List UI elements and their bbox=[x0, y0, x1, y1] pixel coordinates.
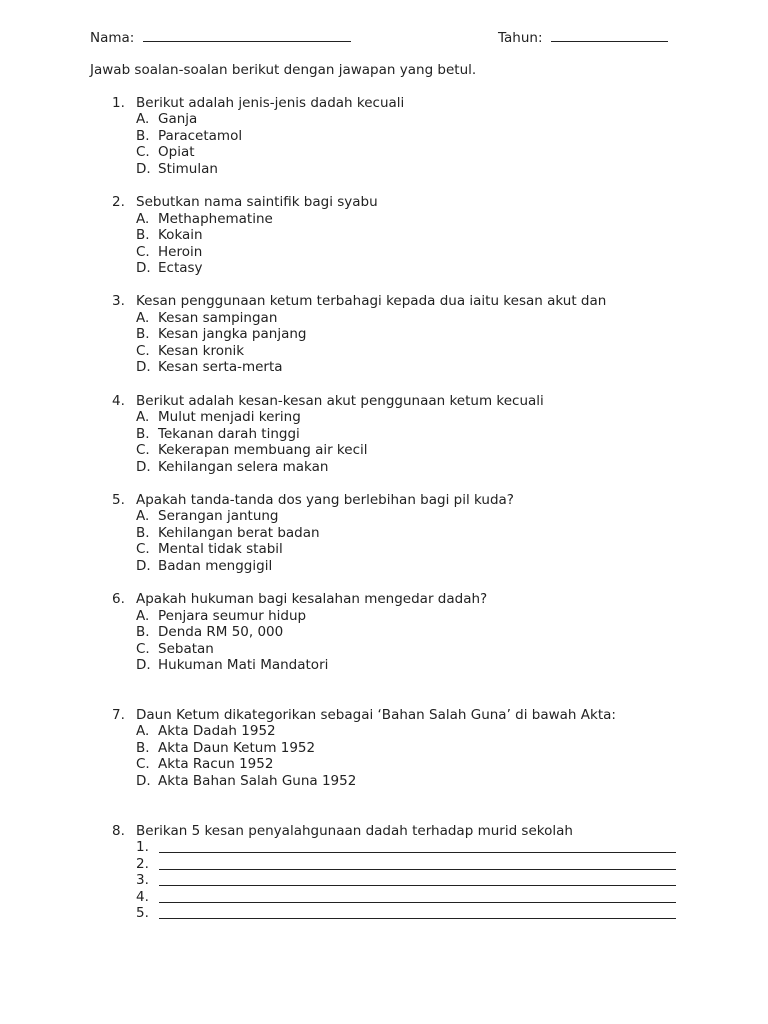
question-number: 3. bbox=[112, 293, 125, 309]
year-row bbox=[498, 29, 668, 46]
option-text: Penjara seumur hidup bbox=[158, 608, 307, 624]
question-text: Apakah hukuman bagi kesalahan mengedar dadah? bbox=[136, 591, 488, 607]
option-text: Kehilangan selera makan bbox=[158, 459, 329, 475]
name-label: Nama: bbox=[90, 30, 135, 46]
option-text: Kehilangan berat badan bbox=[158, 525, 320, 541]
question-number: 6. bbox=[112, 591, 125, 607]
option-letter: B. bbox=[136, 326, 150, 342]
option-text: Opiat bbox=[158, 144, 195, 160]
question-text: Berikut adalah kesan-kesan akut penggunaan ketum kecuali bbox=[136, 393, 544, 409]
option-letter: C. bbox=[136, 343, 150, 359]
answer-line-1[interactable] bbox=[159, 839, 676, 853]
option-letter: D. bbox=[136, 161, 151, 177]
option-letter: B. bbox=[136, 128, 150, 144]
question-number: 7. bbox=[112, 707, 125, 723]
option-letter: D. bbox=[136, 773, 151, 789]
option-letter: C. bbox=[136, 244, 150, 260]
option-letter: A. bbox=[136, 111, 150, 127]
question-text: Berikan 5 kesan penyalahgunaan dadah terhadap murid sekolah bbox=[136, 823, 573, 839]
option-letter: B. bbox=[136, 740, 150, 756]
option-text: Paracetamol bbox=[158, 128, 243, 144]
instruction: Jawab soalan-soalan berikut dengan jawapan yang betul. bbox=[90, 62, 477, 78]
option-letter: C. bbox=[136, 641, 150, 657]
name-row bbox=[90, 29, 351, 46]
option-text: Sebatan bbox=[158, 641, 214, 657]
option-letter: A. bbox=[136, 723, 150, 739]
option-text: Kesan sampingan bbox=[158, 310, 278, 326]
option-letter: B. bbox=[136, 227, 150, 243]
option-letter: A. bbox=[136, 211, 150, 227]
option-text: Kesan kronik bbox=[158, 343, 245, 359]
option-letter: A. bbox=[136, 409, 150, 425]
answer-number: 3. bbox=[136, 872, 149, 888]
option-letter: A. bbox=[136, 310, 150, 326]
option-letter: D. bbox=[136, 657, 151, 673]
option-letter: D. bbox=[136, 558, 151, 574]
option-text: Tekanan darah tinggi bbox=[158, 426, 300, 442]
answer-number: 4. bbox=[136, 889, 149, 905]
option-text: Kokain bbox=[158, 227, 203, 243]
answer-line-3[interactable] bbox=[159, 872, 676, 886]
option-letter: B. bbox=[136, 426, 150, 442]
option-text: Heroin bbox=[158, 244, 203, 260]
option-letter: D. bbox=[136, 459, 151, 475]
option-text: Ectasy bbox=[158, 260, 203, 276]
question-text: Daun Ketum dikategorikan sebagai ‘Bahan Salah Guna’ di bawah Akta: bbox=[136, 707, 616, 723]
answer-line-4[interactable] bbox=[159, 889, 676, 903]
answer-line-5[interactable] bbox=[159, 905, 676, 919]
option-text: Akta Racun 1952 bbox=[158, 756, 274, 772]
option-text: Mulut menjadi kering bbox=[158, 409, 301, 425]
question-text: Berikut adalah jenis-jenis dadah kecuali bbox=[136, 95, 405, 111]
question-number: 1. bbox=[112, 95, 125, 111]
option-text: Kekerapan membuang air kecil bbox=[158, 442, 368, 458]
option-text: Kesan jangka panjang bbox=[158, 326, 307, 342]
question-text: Apakah tanda-tanda dos yang berlebihan bagi pil kuda? bbox=[136, 492, 514, 508]
answer-line-2[interactable] bbox=[159, 856, 676, 870]
answer-number: 2. bbox=[136, 856, 149, 872]
option-letter: D. bbox=[136, 260, 151, 276]
option-text: Denda RM 50, 000 bbox=[158, 624, 284, 640]
year-label: Tahun: bbox=[498, 30, 543, 46]
question-number: 2. bbox=[112, 194, 125, 210]
option-text: Ganja bbox=[158, 111, 198, 127]
answer-number: 5. bbox=[136, 905, 149, 921]
option-letter: A. bbox=[136, 508, 150, 524]
option-text: Mental tidak stabil bbox=[158, 541, 283, 557]
option-text: Serangan jantung bbox=[158, 508, 279, 524]
option-text: Akta Daun Ketum 1952 bbox=[158, 740, 316, 756]
option-letter: C. bbox=[136, 756, 150, 772]
option-letter: B. bbox=[136, 525, 150, 541]
question-number: 5. bbox=[112, 492, 125, 508]
option-letter: C. bbox=[136, 541, 150, 557]
option-letter: C. bbox=[136, 442, 150, 458]
option-letter: B. bbox=[136, 624, 150, 640]
option-text: Akta Bahan Salah Guna 1952 bbox=[158, 773, 357, 789]
option-text: Kesan serta-merta bbox=[158, 359, 283, 375]
question-text: Sebutkan nama saintifik bagi syabu bbox=[136, 194, 378, 210]
option-letter: D. bbox=[136, 359, 151, 375]
option-letter: A. bbox=[136, 608, 150, 624]
year-field[interactable] bbox=[551, 29, 668, 42]
option-text: Akta Dadah 1952 bbox=[158, 723, 276, 739]
question-number: 8. bbox=[112, 823, 125, 839]
question-text: Kesan penggunaan ketum terbahagi kepada dua iaitu kesan akut dan bbox=[136, 293, 607, 309]
question-number: 4. bbox=[112, 393, 125, 409]
option-letter: C. bbox=[136, 144, 150, 160]
option-text: Methaphematine bbox=[158, 211, 273, 227]
name-field[interactable] bbox=[143, 29, 351, 42]
option-text: Stimulan bbox=[158, 161, 218, 177]
answer-number: 1. bbox=[136, 839, 149, 855]
option-text: Badan menggigil bbox=[158, 558, 273, 574]
option-text: Hukuman Mati Mandatori bbox=[158, 657, 329, 673]
